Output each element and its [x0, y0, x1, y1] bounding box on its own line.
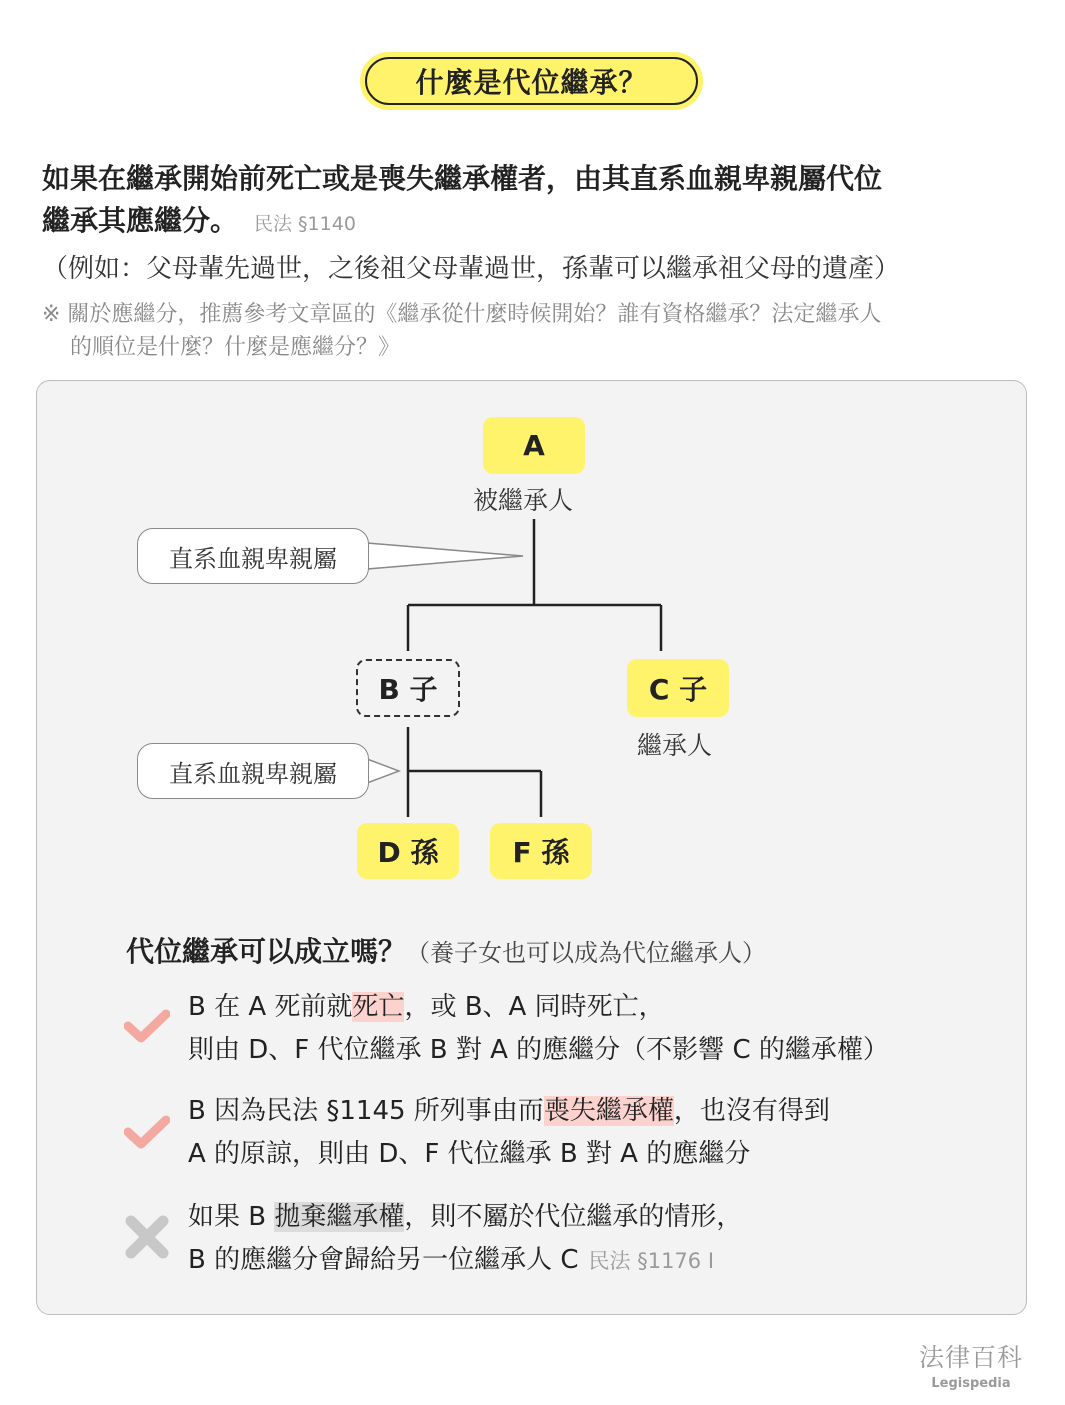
brand-name-en: Legispedia	[931, 1376, 1011, 1391]
case-1-text-b: ，或 B、A 同時死亡，	[404, 992, 665, 1022]
check-icon	[124, 1008, 170, 1044]
reference-note	[42, 298, 881, 364]
brand-logo	[919, 1338, 1023, 1391]
check-icon	[124, 1114, 170, 1150]
definition-line-2	[42, 200, 356, 245]
definition-text: 繼承其應繼分。	[42, 204, 239, 237]
case-3-line-1	[188, 1196, 742, 1239]
citation-1140: 民法 §1140	[254, 213, 356, 235]
bubble2-tail	[367, 759, 399, 783]
case-2-line-1	[188, 1090, 830, 1133]
case-3-text-a: 如果 B	[188, 1202, 275, 1232]
node-c: C 子	[627, 659, 729, 717]
node-f: F 孫	[490, 823, 592, 879]
question-main: 代位繼承可以成立嗎？	[126, 935, 407, 968]
note-line-1: ※ 關於應繼分，推薦參考文章區的《繼承從什麼時候開始？誰有資格繼承？法定繼承人	[42, 302, 882, 327]
bubble1-tail	[367, 543, 523, 569]
case-1-text-a: B 在 A 死前就	[188, 992, 353, 1022]
title-badge	[360, 52, 703, 110]
case-1-highlight: 死亡	[352, 992, 405, 1022]
question-heading	[126, 930, 766, 970]
node-d: D 孫	[357, 823, 459, 879]
lineal-descendant-bubble-1: 直系血親卑親屬	[137, 528, 369, 584]
question-sub: （養子女也可以成為代位繼承人）	[406, 939, 767, 967]
node-b: B 子	[356, 659, 460, 717]
cross-icon	[124, 1214, 170, 1260]
citation-1176: 民法 §1176 I	[588, 1249, 715, 1273]
note-line-2: 的順位是什麼？什麼是應繼分？》	[70, 335, 401, 360]
case-3-line-2	[188, 1239, 714, 1283]
example-text: （例如：父母輩先過世，之後祖父母輩過世，孫輩可以繼承祖父母的遺產）	[42, 254, 901, 284]
brand-name-zh: 法律百科	[918, 1343, 1023, 1372]
case-2-text-a: B 因為民法 §1145 所列事由而	[188, 1096, 544, 1126]
case-3-highlight: 拋棄繼承權	[274, 1202, 405, 1232]
definition-line-1: 如果在繼承開始前死亡或是喪失繼承權者，由其直系血親卑親屬代位	[42, 162, 883, 195]
page-title: 什麼是代位繼承？	[365, 57, 698, 105]
node-a: A	[483, 417, 585, 474]
case-1-line-2: 則由 D、F 代位繼承 B 對 A 的應繼分（不影響 C 的繼承權）	[188, 1035, 889, 1065]
node-a-role: 被繼承人	[473, 486, 574, 515]
lineal-descendant-bubble-2: 直系血親卑親屬	[137, 743, 369, 799]
case-3-text-b: ，則不屬於代位繼承的情形，	[404, 1202, 743, 1232]
case-2-text-b: ，也沒有得到	[673, 1096, 830, 1126]
case-2-highlight: 喪失繼承權	[543, 1096, 674, 1126]
case-2-line-2: A 的原諒，則由 D、F 代位繼承 B 對 A 的應繼分	[188, 1139, 751, 1169]
case-1-line-1	[188, 986, 665, 1029]
node-c-role: 繼承人	[637, 731, 713, 760]
case-3-text: B 的應繼分會歸給另一位繼承人 C	[188, 1245, 579, 1275]
